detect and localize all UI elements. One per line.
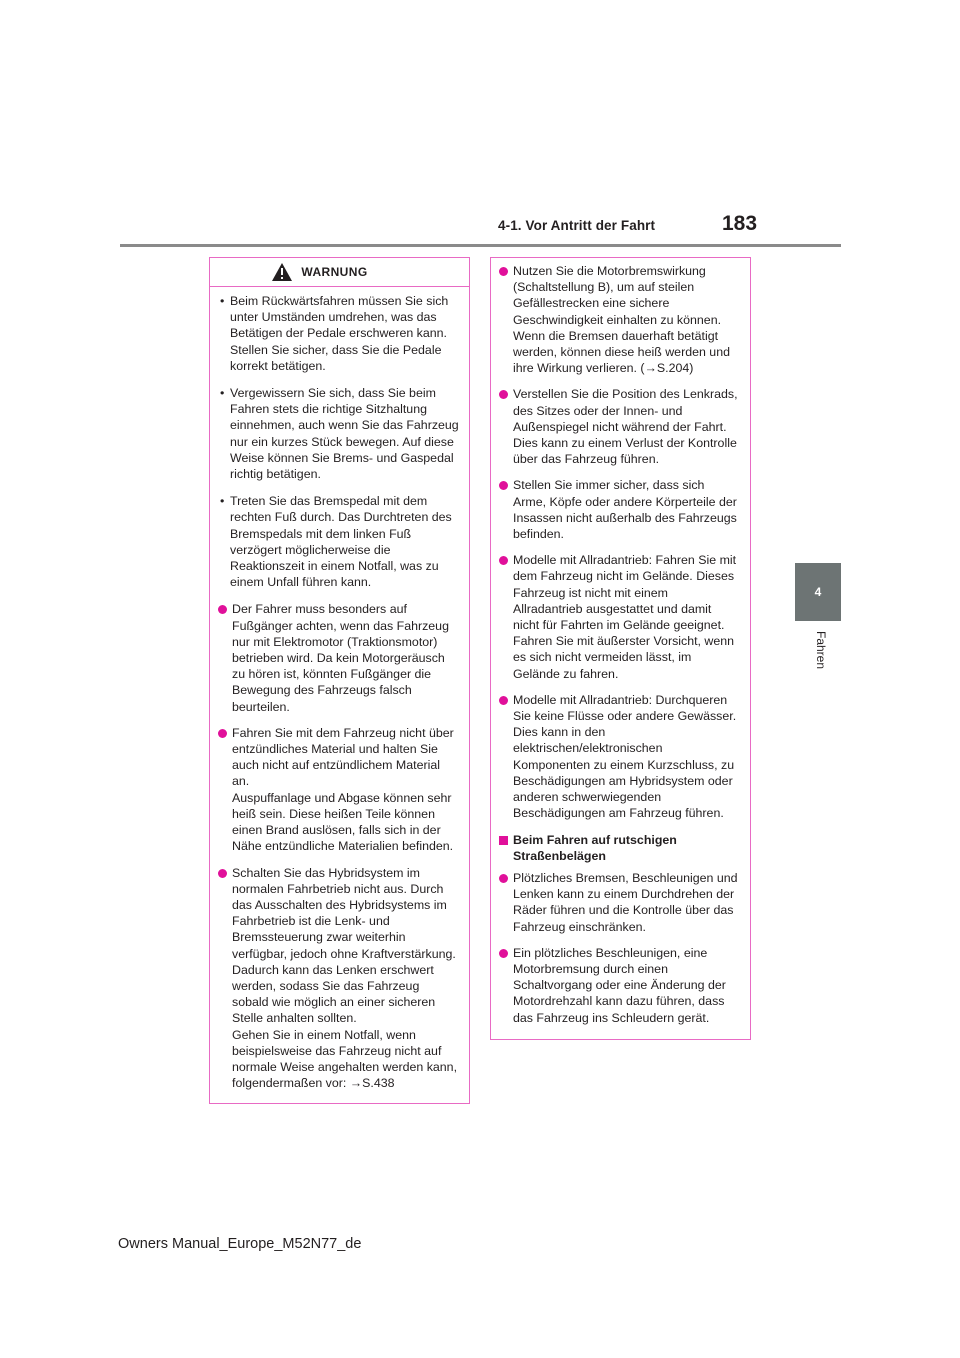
warning-header (210, 258, 469, 287)
warning-title: WARNUNG (301, 265, 368, 279)
item-text: Modelle mit Allradantrieb: Fahren Sie mit dem Fahrzeug nicht im Gelände. Dieses Fahrzeug ist nicht mit einem Allradantrieb ausgestattet und damit nicht für Fahrten im Gelände geeignet. Fahren Sie mit äußerster Vorsicht, wenn es sich nicht vermeiden lässt, im Gelände zu fahren. (513, 553, 737, 681)
bullet-circle-icon (499, 556, 508, 565)
warning-list-item (499, 477, 740, 542)
item-text: Plötzliches Bremsen, Beschleunigen und Lenken kann zu einem Durchdrehen der Räder führen und die Kontrolle über das Fahrzeug einschränken. (513, 870, 738, 934)
warning-dash-item: • Beim Rückwärtsfahren müssen Sie sich unter Umständen umdrehen, was das Betätigen der Pedale erschweren kann. Stellen Sie sicher, dass Sie die Pedale korrekt betätigen. (218, 293, 459, 374)
bullet-circle-icon (499, 696, 508, 705)
item-text: Dies kann in den elektrischen/elektronischen Komponenten zu einem Kurzschluss, zu Beschädigungen am Hybridsystem oder anderen schwerwiegenden Beschädigungen am Fahrzeug führen. (513, 725, 735, 821)
bullet-circle-icon (499, 949, 508, 958)
warning-list-item (218, 601, 459, 714)
warning-triangle-icon (271, 262, 293, 282)
section-title: 4-1. Vor Antritt der Fahrt (498, 218, 656, 233)
warning-list-item (499, 692, 740, 822)
warning-box-left (209, 257, 470, 1104)
item-text: Ein plötzliches Beschleunigen, eine Motorbremsung durch einen Schaltvorgang oder eine Änderung der Motordrehzahl kann dazu führen, dass das Fahrzeug ins Schleudern gerät. (513, 945, 726, 1025)
chapter-label: Fahren (814, 630, 828, 670)
header-rule (120, 244, 841, 247)
item-text: Der Fahrer muss besonders auf Fußgänger achten, wenn das Fahrzeug nur mit Elektromotor (Traktionsmotor) betrieben wird. Da kein Motorgeräusch zu hören ist, könnten Fußgänger die Bewegung des Fahrzeugs falsch beurteilen. (232, 602, 449, 714)
item-text: Nutzen Sie die Motorbremswirkung (Schaltstellung B), um auf steilen Gefällestrecken eine sichere Geschwindigkeit einhalten zu können. (513, 264, 722, 327)
chapter-number: 4 (814, 585, 822, 599)
item-text: Fahren Sie mit dem Fahrzeug nicht über entzündliches Material und halten Sie auch nicht auf entzündlichem Material an. (232, 725, 454, 789)
warning-list-item (218, 865, 459, 1092)
bullet-circle-icon (218, 605, 227, 614)
bullet-square-icon (499, 836, 508, 845)
item-text: Auspuffanlage und Abgase können sehr heiß sein. Diese heißen Teile können einen Brand auslösen, falls sich in der Nähe entzündliche Materialien befinden. (232, 790, 454, 854)
bullet-circle-icon (218, 729, 227, 738)
bullet-circle-icon (218, 869, 227, 878)
item-text: Wenn die Bremsen dauerhaft betätigt werden, können diese heiß werden und ihre Wirkung verlieren. (→S.204) (513, 328, 730, 376)
warning-list-item (499, 386, 740, 467)
item-text: Modelle mit Allradantrieb: Durchqueren Sie keine Flüsse oder andere Gewässer. (513, 692, 737, 724)
warning-dash-item: • Vergewissern Sie sich, dass Sie beim Fahren stets die richtige Sitzhaltung einnehmen, auch wenn Sie das Fahrzeug nur ein kurzes Stück bewegen. Auf diese Weise können Sie Brems- und Gaspedal richtig betätigen. (218, 385, 459, 482)
page-number: 183 (722, 212, 758, 235)
item-text: Gehen Sie in einem Notfall, wenn beispielsweise das Fahrzeug nicht auf normale Weise angehalten werden kann, folgendermaßen vor: →S.438 (232, 1027, 458, 1091)
bullet-circle-icon (499, 874, 508, 883)
warning-list-item (499, 552, 740, 682)
section-heading (499, 832, 740, 864)
warning-box-right (490, 257, 751, 1040)
section-heading-text: Beim Fahren auf rutschigen Straßenbelägen (513, 832, 677, 863)
warning-list-item (499, 870, 740, 935)
warning-list-item (499, 263, 740, 376)
warning-list-item (218, 725, 459, 855)
bullet-circle-icon (499, 267, 508, 276)
bullet-circle-icon (499, 481, 508, 490)
warning-dash-item: • Treten Sie das Bremspedal mit dem rechten Fuß durch. Das Durchtreten des Bremspedals mit dem linken Fuß verzögert möglicherweise die Reaktionszeit in einem Notfall, was zu einem Unfall führen kann. (218, 493, 459, 590)
item-text: Schalten Sie das Hybridsystem im normalen Fahrbetrieb nicht aus. Durch das Ausschalten des Hybridsystems im Fahrbetrieb ist die Lenk- und Bremssteuerung zwar weiterhin verfügbar, jedoch ohne Kraftverstärkung. Dadurch kann das Lenken erschwert werden, sodass Sie das Fahrzeug sobald wie möglich an einer sicheren Stelle anhalten sollten. (232, 865, 456, 1026)
footer-text: Owners Manual_Europe_M52N77_de (118, 1236, 362, 1252)
warning-content-left (210, 287, 469, 1091)
item-text: Stellen Sie immer sicher, dass sich Arme, Köpfe oder andere Körperteile der Insassen nicht außerhalb des Fahrzeugs befinden. (513, 478, 737, 542)
item-text: Verstellen Sie die Position des Lenkrads, des Sitzes oder der Innen- und Außenspiegel nicht während der Fahrt. Dies kann zu einem Verlust der Kontrolle über das Fahrzeug führen. (513, 387, 738, 467)
warning-content-right (491, 258, 750, 1026)
warning-list-item (499, 945, 740, 1026)
bullet-circle-icon (499, 390, 508, 399)
